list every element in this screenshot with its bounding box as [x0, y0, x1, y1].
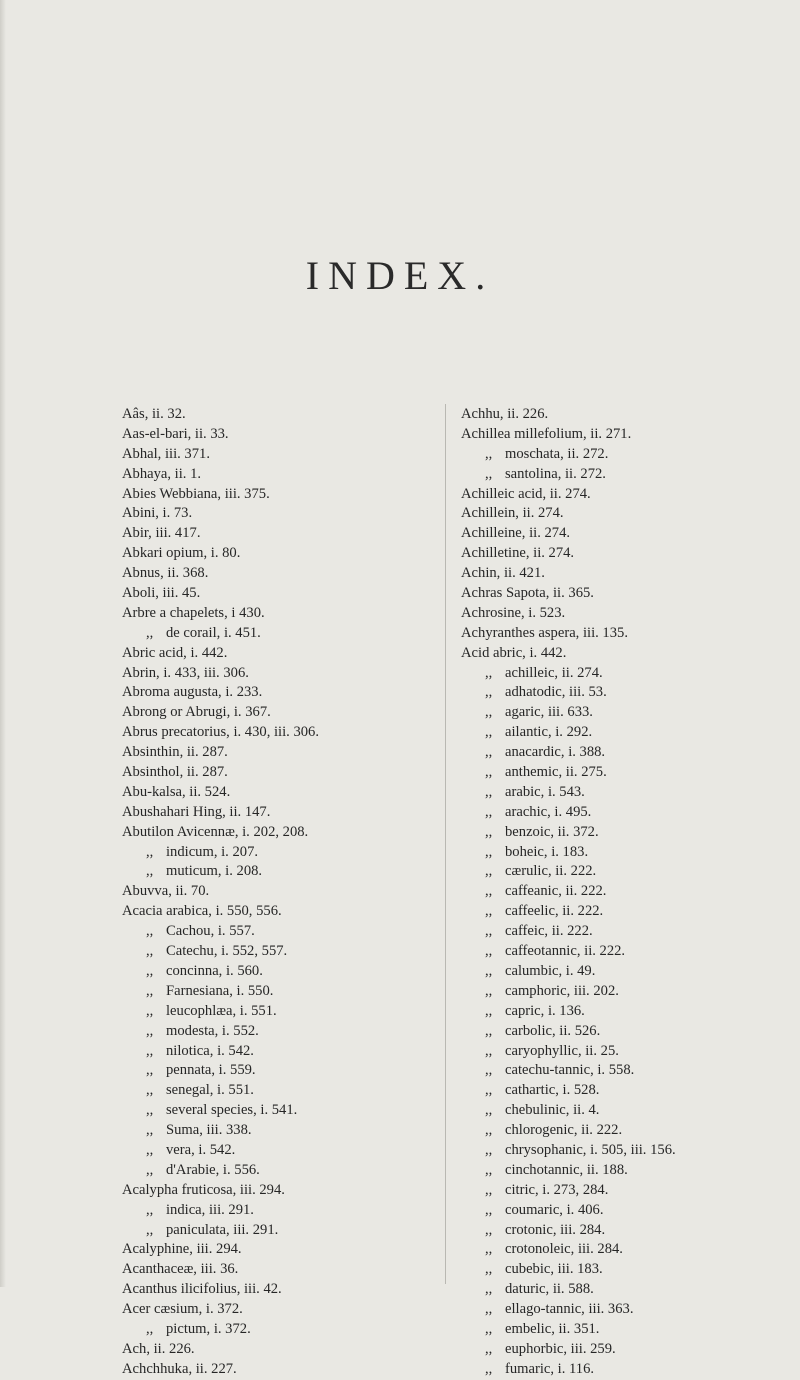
- index-entry: [122, 1042, 452, 1062]
- index-entry: [122, 604, 452, 624]
- index-entry-text: Abies Webbiana, iii. 375.: [122, 485, 270, 502]
- index-entry-text: Acanthus ilicifolius, iii. 42.: [122, 1281, 282, 1298]
- column-divider: [445, 404, 446, 1284]
- index-entry: [122, 902, 452, 922]
- index-entry-text: Cachou, i. 557.: [166, 923, 255, 940]
- ditto-mark: ,,: [485, 1340, 493, 1357]
- index-entry-text: Abir, iii. 417.: [122, 525, 201, 542]
- index-entry-text: caffeanic, ii. 222.: [505, 883, 607, 900]
- index-entry: [461, 1161, 793, 1181]
- index-entry: [461, 1101, 793, 1121]
- index-entry: [461, 1081, 793, 1101]
- index-entry: [122, 1022, 452, 1042]
- index-entry-text: anthemic, ii. 275.: [505, 764, 607, 781]
- index-entry: [122, 445, 452, 465]
- index-entry-text: capric, i. 136.: [505, 1002, 585, 1019]
- index-entry: [122, 1061, 452, 1081]
- index-entry: [461, 1141, 793, 1161]
- ditto-mark: ,,: [485, 1301, 493, 1318]
- index-entry-text: vera, i. 542.: [166, 1141, 236, 1158]
- index-entry-text: Absinthol, ii. 287.: [122, 764, 228, 781]
- index-entry-text: embelic, ii. 351.: [505, 1320, 600, 1337]
- index-entry-text: chebulinic, ii. 4.: [505, 1102, 600, 1119]
- index-entry: [122, 1121, 452, 1141]
- index-entry: [122, 1181, 452, 1201]
- index-entry-text: Abu-kalsa, ii. 524.: [122, 783, 231, 800]
- index-entry: [461, 1061, 793, 1081]
- index-entry-text: Abuvva, ii. 70.: [122, 883, 210, 900]
- ditto-mark: ,,: [146, 1022, 154, 1039]
- index-entry: [461, 465, 793, 485]
- ditto-mark: ,,: [485, 843, 493, 860]
- index-entry-text: arabic, i. 543.: [505, 783, 585, 800]
- index-entry: [461, 425, 793, 445]
- index-entry: [461, 683, 793, 703]
- index-entry: [461, 485, 793, 505]
- index-entry: [122, 544, 452, 564]
- index-entry: [461, 604, 793, 624]
- ditto-mark: ,,: [146, 843, 154, 860]
- index-entry: [461, 1240, 793, 1260]
- ditto-mark: ,,: [146, 962, 154, 979]
- ditto-mark: ,,: [485, 1122, 493, 1139]
- index-entry-text: Abrong or Abrugi, i. 367.: [122, 704, 271, 721]
- ditto-mark: ,,: [146, 1062, 154, 1079]
- index-entry: [122, 862, 452, 882]
- index-entry-text: d'Arabie, i. 556.: [166, 1161, 260, 1178]
- index-entry-text: Achillea millefolium, ii. 271.: [461, 425, 632, 442]
- index-entry: [461, 723, 793, 743]
- index-entry-text: crotonic, iii. 284.: [505, 1221, 606, 1238]
- index-entry-text: Abushahari Hing, ii. 147.: [122, 803, 271, 820]
- index-entry: [122, 942, 452, 962]
- index-entry-text: Suma, iii. 338.: [166, 1122, 252, 1139]
- index-entry: [461, 664, 793, 684]
- index-entry: [122, 405, 452, 425]
- index-entry: [461, 902, 793, 922]
- index-entry: [461, 1300, 793, 1320]
- index-entry-text: Ach, ii. 226.: [122, 1340, 195, 1357]
- index-entry-text: ailantic, i. 292.: [505, 724, 593, 741]
- index-entry: [122, 485, 452, 505]
- index-entry-text: indica, iii. 291.: [166, 1201, 254, 1218]
- index-entry-text: Catechu, i. 552, 557.: [166, 943, 288, 960]
- index-entry-text: daturic, ii. 588.: [505, 1281, 594, 1298]
- ditto-mark: ,,: [485, 684, 493, 701]
- index-entry: [122, 703, 452, 723]
- index-entry-text: Aâs, ii. 32.: [122, 406, 186, 422]
- ditto-mark: ,,: [485, 1181, 493, 1198]
- ditto-mark: ,,: [146, 943, 154, 960]
- ditto-mark: ,,: [485, 783, 493, 800]
- ditto-mark: ,,: [485, 744, 493, 761]
- index-entry: [461, 1360, 793, 1380]
- index-entry: [461, 1280, 793, 1300]
- index-entry: [461, 803, 793, 823]
- index-entry-text: several species, i. 541.: [166, 1102, 298, 1119]
- index-entry: [461, 1221, 793, 1241]
- index-entry-text: senegal, i. 551.: [166, 1082, 254, 1099]
- index-entry: [461, 1340, 793, 1360]
- index-entry: [461, 405, 793, 425]
- index-entry-text: arachic, i. 495.: [505, 803, 592, 820]
- index-entry: [122, 743, 452, 763]
- index-entry-text: Achin, ii. 421.: [461, 565, 545, 582]
- index-entry-text: cærulic, ii. 222.: [505, 863, 597, 880]
- ditto-mark: ,,: [485, 1141, 493, 1158]
- ditto-mark: ,,: [146, 1161, 154, 1178]
- ditto-mark: ,,: [485, 1261, 493, 1278]
- index-entry-text: Achilleic acid, ii. 274.: [461, 485, 591, 502]
- index-entry: [461, 1121, 793, 1141]
- ditto-mark: ,,: [485, 943, 493, 960]
- ditto-mark: ,,: [485, 1042, 493, 1059]
- index-entry-text: Acid abric, i. 442.: [461, 644, 567, 661]
- index-entry-text: Abroma augusta, i. 233.: [122, 684, 263, 701]
- ditto-mark: ,,: [485, 764, 493, 781]
- index-entry-text: Arbre a chapelets, i 430.: [122, 604, 265, 621]
- index-entry: [122, 1320, 452, 1340]
- index-entry: [122, 1002, 452, 1022]
- index-entry-text: Achilletine, ii. 274.: [461, 545, 575, 562]
- ditto-mark: ,,: [485, 982, 493, 999]
- index-entry: [122, 1340, 452, 1360]
- index-entry: [122, 624, 452, 644]
- index-entry-text: adhatodic, iii. 53.: [505, 684, 607, 701]
- index-entry-text: chlorogenic, ii. 222.: [505, 1122, 623, 1139]
- index-entry: [122, 664, 452, 684]
- index-entry: [122, 982, 452, 1002]
- index-entry-text: benzoic, ii. 372.: [505, 823, 599, 840]
- index-entry-text: Achrosine, i. 523.: [461, 604, 566, 621]
- index-entry-text: leucophlæa, i. 551.: [166, 1002, 277, 1019]
- index-entry-text: calumbic, i. 49.: [505, 962, 596, 979]
- index-entry: [461, 843, 793, 863]
- index-entry: [122, 425, 452, 445]
- index-entry: [122, 922, 452, 942]
- index-entry-text: indicum, i. 207.: [166, 843, 259, 860]
- index-entry: [122, 644, 452, 664]
- index-entry-text: boheic, i. 183.: [505, 843, 589, 860]
- index-entry-text: Farnesiana, i. 550.: [166, 982, 274, 999]
- index-entry-text: crotonoleic, iii. 284.: [505, 1241, 623, 1258]
- index-entry: [461, 524, 793, 544]
- index-entry-text: Abutilon Avicennæ, i. 202, 208.: [122, 823, 309, 840]
- index-entry: [461, 942, 793, 962]
- ditto-mark: ,,: [485, 962, 493, 979]
- index-entry: [122, 763, 452, 783]
- index-entry: [461, 882, 793, 902]
- ditto-mark: ,,: [485, 1002, 493, 1019]
- index-entry-text: camphoric, iii. 202.: [505, 982, 619, 999]
- index-entry-text: caryophyllic, ii. 25.: [505, 1042, 619, 1059]
- ditto-mark: ,,: [146, 863, 154, 880]
- index-entry: [461, 783, 793, 803]
- index-entry: [122, 823, 452, 843]
- ditto-mark: ,,: [485, 863, 493, 880]
- index-entry: [122, 1221, 452, 1241]
- index-entry: [122, 465, 452, 485]
- ditto-mark: ,,: [146, 1141, 154, 1158]
- ditto-mark: ,,: [146, 1082, 154, 1099]
- index-entry-text: Aboli, iii. 45.: [122, 585, 201, 602]
- index-entry-text: Acer cæsium, i. 372.: [122, 1301, 243, 1318]
- ditto-mark: ,,: [146, 624, 154, 641]
- ditto-mark: ,,: [146, 1002, 154, 1019]
- ditto-mark: ,,: [485, 465, 493, 482]
- index-entry: [122, 584, 452, 604]
- index-entry: [122, 1360, 452, 1380]
- index-entry: [122, 1101, 452, 1121]
- index-entry-text: pictum, i. 372.: [166, 1320, 251, 1337]
- index-entry-text: catechu-tannic, i. 558.: [505, 1062, 635, 1079]
- ditto-mark: ,,: [485, 823, 493, 840]
- index-entry-text: cinchotannic, ii. 188.: [505, 1161, 628, 1178]
- index-entry-text: de corail, i. 451.: [166, 624, 261, 641]
- index-column-left: [122, 405, 452, 1380]
- index-entry-text: coumaric, i. 406.: [505, 1201, 604, 1218]
- index-entry-text: Abrus precatorius, i. 430, iii. 306.: [122, 724, 319, 741]
- index-entry: [461, 1260, 793, 1280]
- index-entry-text: paniculata, iii. 291.: [166, 1221, 279, 1238]
- index-entry-text: caffeelic, ii. 222.: [505, 903, 604, 920]
- ditto-mark: ,,: [485, 704, 493, 721]
- ditto-mark: ,,: [485, 664, 493, 681]
- ditto-mark: ,,: [146, 1221, 154, 1238]
- index-entry-text: Abrin, i. 433, iii. 306.: [122, 664, 249, 681]
- index-entry: [122, 1141, 452, 1161]
- index-entry-text: Achillein, ii. 274.: [461, 505, 564, 522]
- index-entry: [461, 982, 793, 1002]
- ditto-mark: ,,: [146, 923, 154, 940]
- index-entry: [122, 524, 452, 544]
- ditto-mark: ,,: [485, 1221, 493, 1238]
- index-entry: [461, 624, 793, 644]
- index-entry: [122, 1201, 452, 1221]
- index-entry: [122, 1300, 452, 1320]
- index-entry: [122, 1081, 452, 1101]
- index-entry: [122, 882, 452, 902]
- index-column-right: [461, 405, 793, 1380]
- index-entry: [122, 1260, 452, 1280]
- index-entry: [122, 683, 452, 703]
- ditto-mark: ,,: [485, 1082, 493, 1099]
- index-entry-text: Abric acid, i. 442.: [122, 644, 228, 661]
- ditto-mark: ,,: [146, 1201, 154, 1218]
- index-entry: [122, 723, 452, 743]
- index-entry-text: Abini, i. 73.: [122, 505, 193, 522]
- index-entry-text: Abkari opium, i. 80.: [122, 545, 241, 562]
- index-entry-text: citric, i. 273, 284.: [505, 1181, 609, 1198]
- ditto-mark: ,,: [146, 982, 154, 999]
- index-entry-text: modesta, i. 552.: [166, 1022, 259, 1039]
- ditto-mark: ,,: [485, 1360, 493, 1377]
- ditto-mark: ,,: [146, 1122, 154, 1139]
- index-entry: [122, 1280, 452, 1300]
- index-entry-text: santolina, ii. 272.: [505, 465, 606, 482]
- index-entry: [461, 1042, 793, 1062]
- ditto-mark: ,,: [485, 1161, 493, 1178]
- ditto-mark: ,,: [485, 803, 493, 820]
- index-entry: [461, 644, 793, 664]
- index-entry: [461, 703, 793, 723]
- index-entry: [461, 544, 793, 564]
- index-entry: [122, 962, 452, 982]
- index-entry-text: caffeotannic, ii. 222.: [505, 943, 626, 960]
- index-entry-text: Achhu, ii. 226.: [461, 406, 549, 422]
- index-entry: [122, 803, 452, 823]
- index-entry-text: achilleic, ii. 274.: [505, 664, 603, 681]
- index-entry: [461, 862, 793, 882]
- index-entry-text: Acalyphine, iii. 294.: [122, 1241, 242, 1258]
- index-entry-text: Abhaya, ii. 1.: [122, 465, 202, 482]
- index-entry-text: Acanthaceæ, iii. 36.: [122, 1261, 239, 1278]
- page-title: INDEX.: [305, 253, 495, 298]
- index-entry-text: Achyranthes aspera, iii. 135.: [461, 624, 628, 641]
- index-entry-text: anacardic, i. 388.: [505, 744, 606, 761]
- ditto-mark: ,,: [146, 1320, 154, 1337]
- index-entry: [461, 584, 793, 604]
- ditto-mark: ,,: [485, 1022, 493, 1039]
- ditto-mark: ,,: [485, 1062, 493, 1079]
- index-entry-text: Acalypha fruticosa, iii. 294.: [122, 1181, 285, 1198]
- ditto-mark: ,,: [485, 1102, 493, 1119]
- ditto-mark: ,,: [485, 903, 493, 920]
- index-entry: [461, 922, 793, 942]
- index-entry-text: Achras Sapota, ii. 365.: [461, 585, 594, 602]
- index-entry: [461, 962, 793, 982]
- index-entry-text: moschata, ii. 272.: [505, 445, 609, 462]
- index-entry: [461, 1022, 793, 1042]
- page-edge-shadow: [0, 0, 6, 1287]
- index-entry-text: pennata, i. 559.: [166, 1062, 256, 1079]
- index-entry: [122, 504, 452, 524]
- index-entry: [461, 763, 793, 783]
- index-entry-text: cathartic, i. 528.: [505, 1082, 600, 1099]
- index-entry: [122, 843, 452, 863]
- index-entry: [461, 1201, 793, 1221]
- ditto-mark: ,,: [485, 724, 493, 741]
- index-entry-text: chrysophanic, i. 505, iii. 156.: [505, 1141, 676, 1158]
- index-entry: [122, 1161, 452, 1181]
- index-entry-text: ellago-tannic, iii. 363.: [505, 1301, 634, 1318]
- index-entry: [461, 1181, 793, 1201]
- index-entry: [461, 823, 793, 843]
- index-entry-text: fumaric, i. 116.: [505, 1360, 595, 1377]
- index-entry-text: Absinthin, ii. 287.: [122, 744, 228, 761]
- ditto-mark: ,,: [485, 1320, 493, 1337]
- index-entry: [461, 445, 793, 465]
- index-entry-text: Acacia arabica, i. 550, 556.: [122, 903, 282, 920]
- ditto-mark: ,,: [485, 445, 493, 462]
- index-entry-text: Aas-el-bari, ii. 33.: [122, 425, 229, 442]
- index-entry-text: Abnus, ii. 368.: [122, 565, 209, 582]
- index-entry-text: agaric, iii. 633.: [505, 704, 593, 721]
- index-entry-text: euphorbic, iii. 259.: [505, 1340, 616, 1357]
- index-entry: [461, 504, 793, 524]
- ditto-mark: ,,: [485, 1241, 493, 1258]
- index-entry-text: carbolic, ii. 526.: [505, 1022, 601, 1039]
- ditto-mark: ,,: [146, 1042, 154, 1059]
- index-entry-text: Achilleine, ii. 274.: [461, 525, 571, 542]
- index-entry: [122, 564, 452, 584]
- index-entry: [461, 564, 793, 584]
- ditto-mark: ,,: [485, 1281, 493, 1298]
- index-entry: [122, 783, 452, 803]
- index-entry-text: Achchhuka, ii. 227.: [122, 1360, 237, 1377]
- index-entry-text: concinna, i. 560.: [166, 962, 263, 979]
- ditto-mark: ,,: [485, 1201, 493, 1218]
- index-entry: [461, 743, 793, 763]
- index-entry: [461, 1320, 793, 1340]
- index-entry-text: Abhal, iii. 371.: [122, 445, 210, 462]
- index-entry: [122, 1240, 452, 1260]
- index-entry-text: cubebic, iii. 183.: [505, 1261, 603, 1278]
- index-entry-text: muticum, i. 208.: [166, 863, 263, 880]
- index-entry-text: caffeic, ii. 222.: [505, 923, 593, 940]
- index-entry: [461, 1002, 793, 1022]
- ditto-mark: ,,: [485, 883, 493, 900]
- ditto-mark: ,,: [146, 1102, 154, 1119]
- ditto-mark: ,,: [485, 923, 493, 940]
- index-entry-text: nilotica, i. 542.: [166, 1042, 254, 1059]
